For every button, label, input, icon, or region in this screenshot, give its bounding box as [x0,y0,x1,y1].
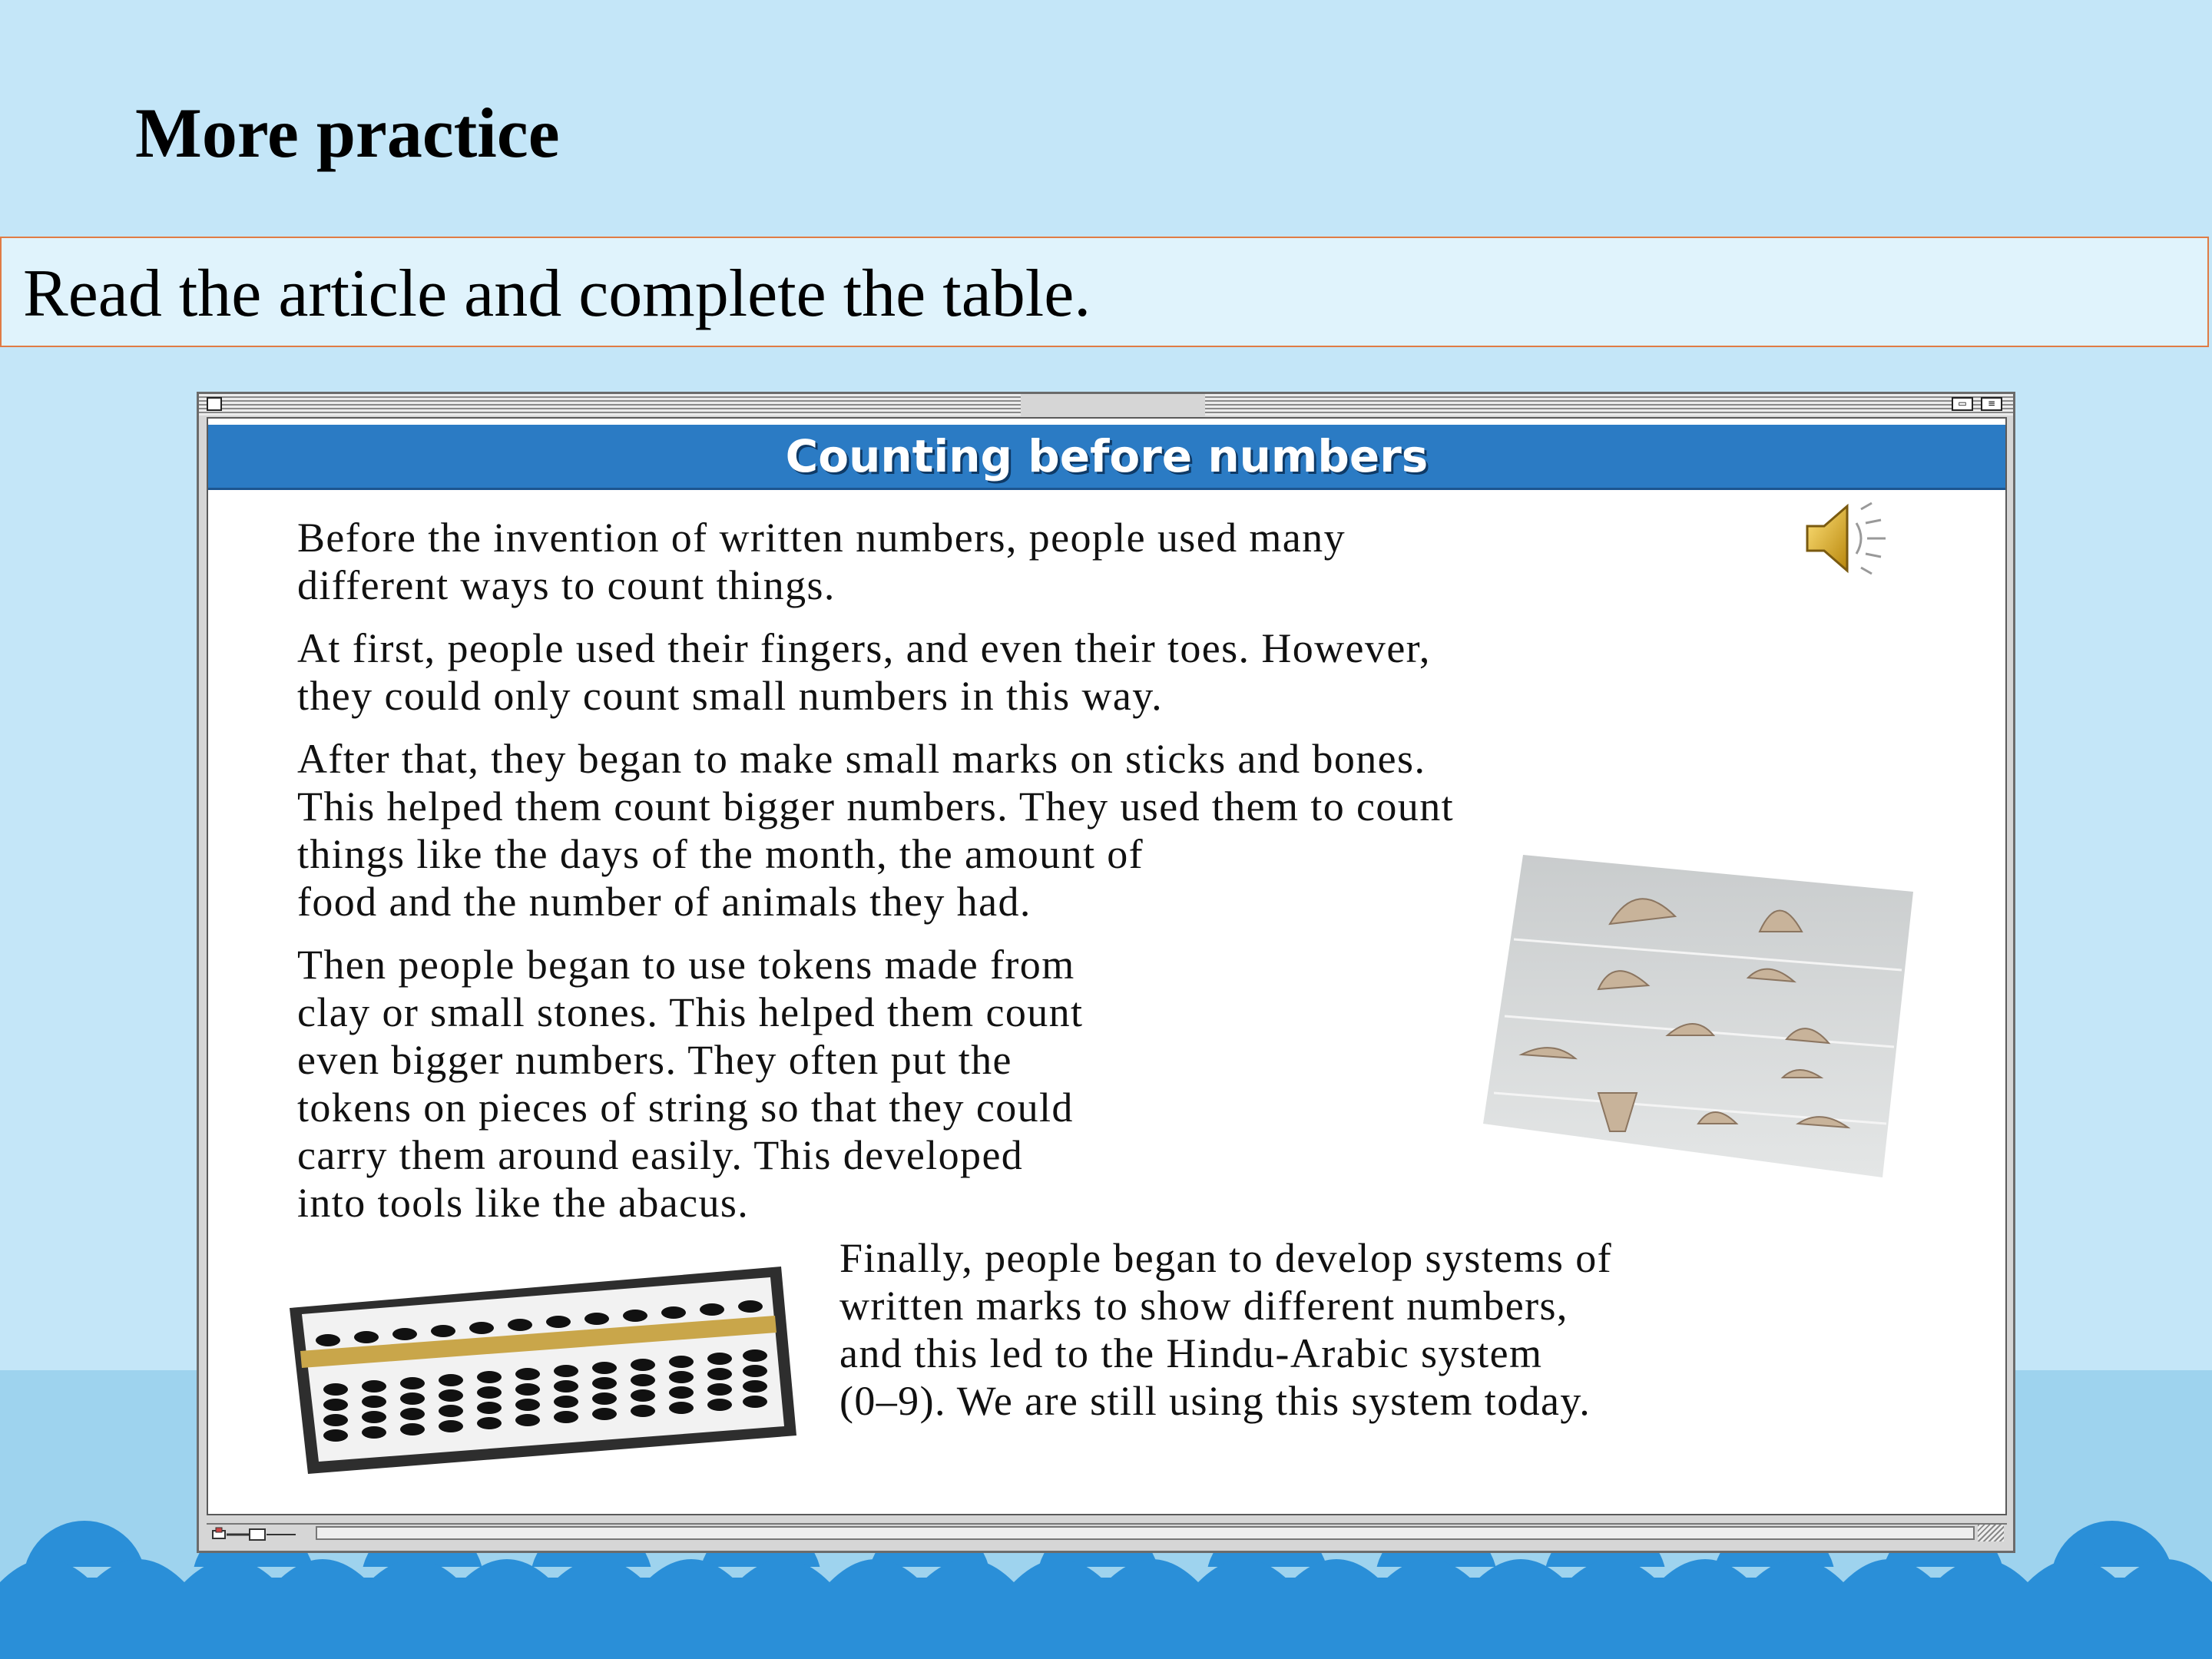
article-window [197,392,2015,1553]
zoom-box-icon[interactable]: ▭ [1952,397,1973,411]
clay-tokens-image [1483,855,1913,1177]
paragraph-5: Finally, people began to develop systems of written marks to show different numbers, and this led to the Hindu-Arabic system (0–9). We are still using this system today. [839,1235,1613,1424]
horizontal-scrollbar[interactable] [316,1526,1975,1540]
titlebar-gap [1021,394,1205,416]
window-titlebar[interactable] [199,394,2013,416]
paragraph-1: Before the invention of written numbers, people used many different ways to count things. [297,515,1346,608]
connection-icon[interactable] [211,1526,311,1541]
instruction-bar [0,237,2209,347]
window-bottombar [207,1523,2007,1541]
resize-grip-icon[interactable] [1978,1525,2004,1541]
paragraph-4: Then people began to use tokens made from clay or small stones. This helped them count even bigger numbers. They often put the tokens on pieces of string so that they could carry them around easily. This developed into tools like the abacus. [297,942,1084,1226]
abacus-image [290,1267,796,1474]
article-heading: Counting before numbers [785,430,1429,482]
close-box-icon[interactable] [207,397,222,411]
article-content [207,417,2007,1515]
paragraph-2: At first, people used their fingers, and even their toes. However, they could only count small numbers in this way. [297,625,1431,719]
speaker-icon[interactable] [1801,500,1893,577]
slide-title: More practice [135,94,560,172]
collapse-box-icon[interactable]: ≡ [1981,397,2002,411]
paragraph-3: After that, they began to make small marks on sticks and bones. This helped them count bigger numbers. They used them to count things like the days of the month, the amount of food and the number of animals they had. [297,736,1455,925]
instruction-text: Read the article and complete the table. [23,257,1091,331]
article-header [208,425,2005,490]
